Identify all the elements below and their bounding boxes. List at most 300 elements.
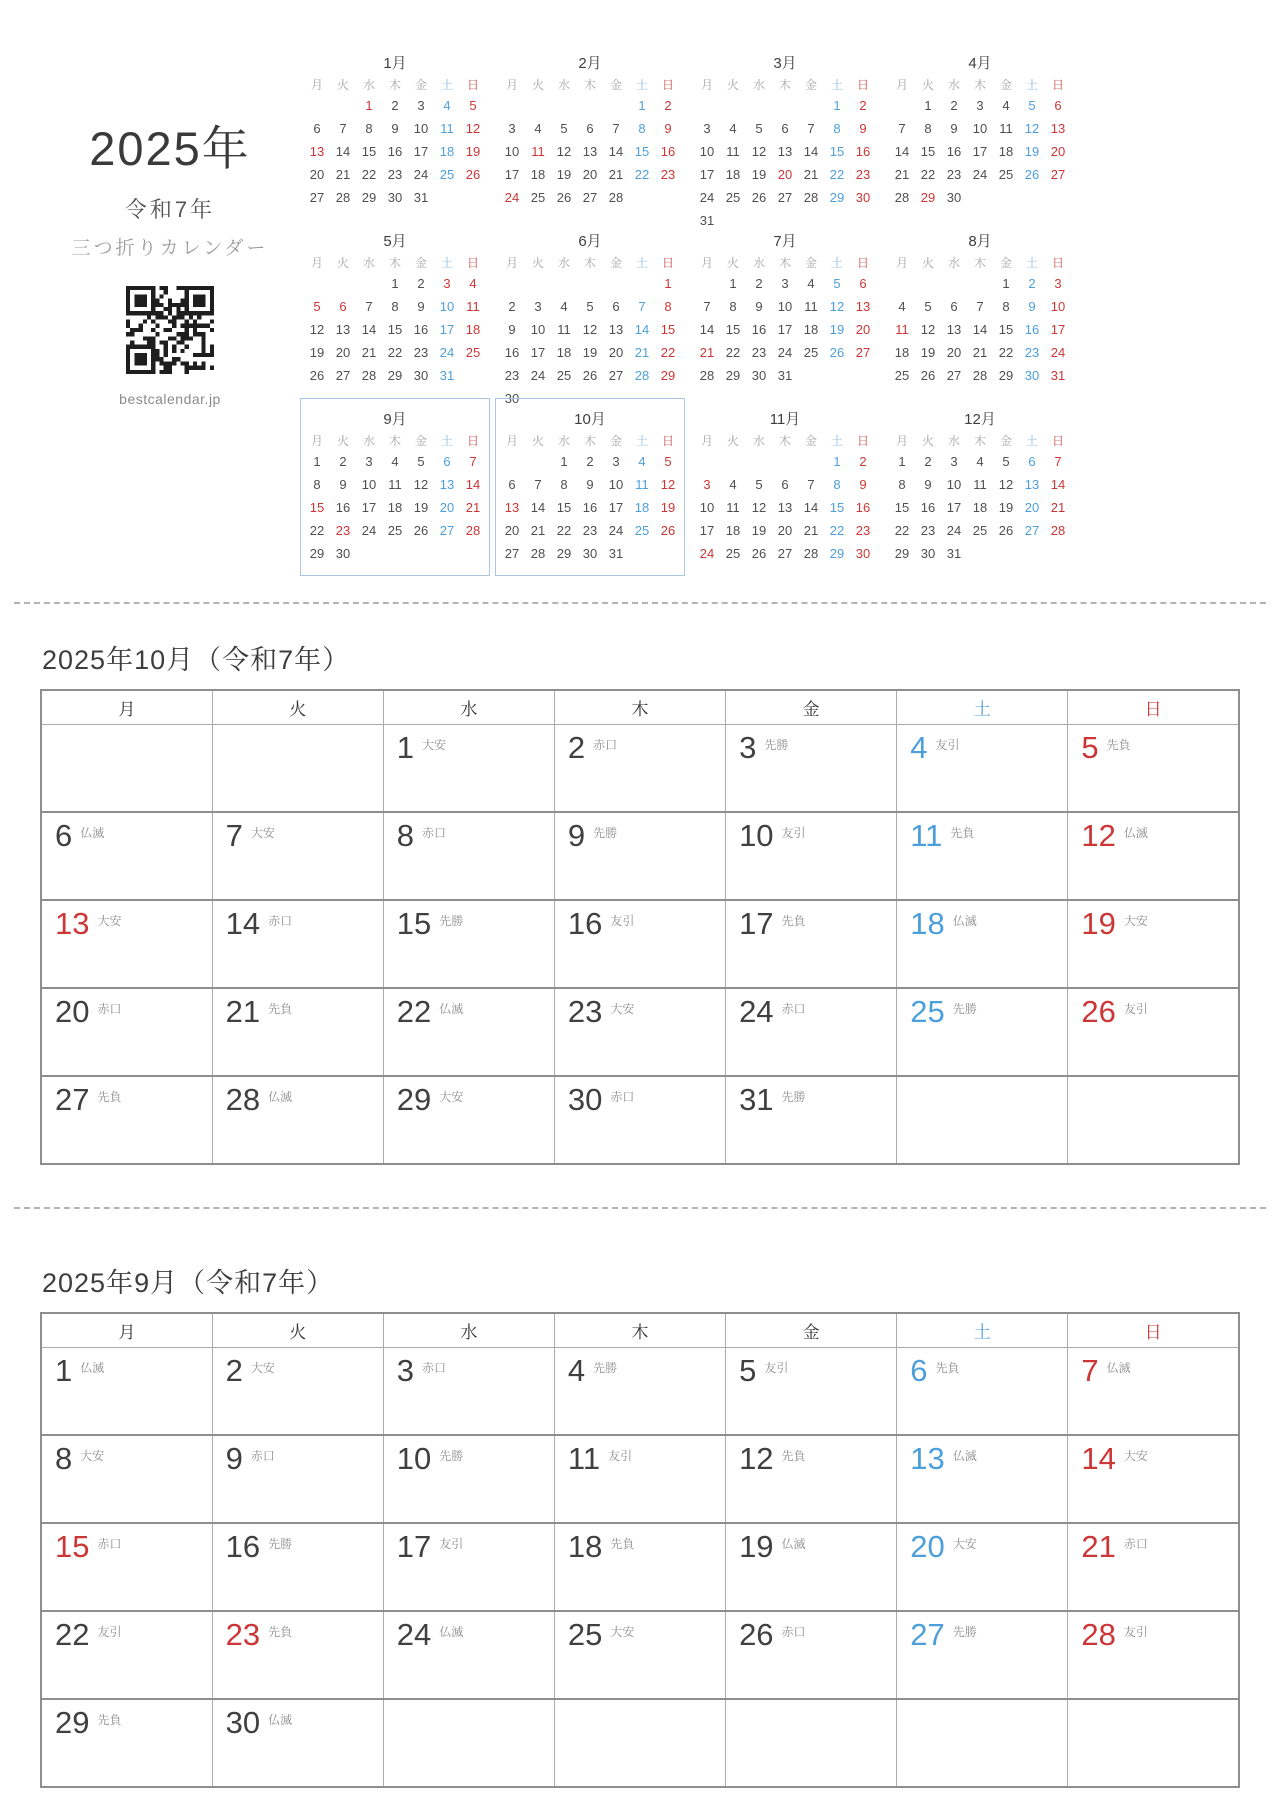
day-cell (1068, 900, 1239, 988)
weekday-header: 月 (505, 77, 518, 92)
day-cell (554, 1076, 725, 1164)
mini-day-cell: 19 (556, 167, 572, 182)
day-cell (726, 812, 897, 900)
weekday-header: 木 (388, 77, 401, 92)
mini-week-row (304, 318, 486, 341)
mini-day-cell: 20 (439, 500, 455, 515)
rokuyo-label: 大安 (250, 826, 275, 840)
mini-day-cell: 26 (1024, 167, 1040, 182)
day-cell-content (1068, 725, 1238, 765)
weekday-header: 日 (466, 255, 479, 270)
mini-week-row (889, 473, 1071, 496)
day-cell-content (1068, 1612, 1238, 1652)
weekday-header: 火 (921, 255, 934, 270)
mini-day-cell: 24 (1050, 345, 1066, 360)
mini-day-cell: 22 (361, 167, 377, 182)
mini-day-cell: 7 (638, 299, 646, 314)
mini-day-cell: 18 (465, 322, 481, 337)
day-cell (212, 812, 383, 900)
mini-month-table (499, 74, 681, 209)
mini-day-cell (824, 364, 850, 387)
day-number: 7 (225, 818, 243, 853)
qr-code (40, 286, 300, 379)
rokuyo-label: 赤口 (97, 1537, 122, 1551)
mini-day-cell: 2 (859, 98, 867, 113)
mini-week-row (304, 186, 486, 209)
day-cell-content (384, 1077, 554, 1117)
mini-month-table (694, 74, 876, 232)
mini-week-row (499, 519, 681, 542)
rokuyo-label: 先勝 (268, 1537, 293, 1551)
mini-day-cell: 13 (582, 144, 598, 159)
era-subtitle: 令和7年 (124, 197, 216, 222)
mini-day-cell: 26 (582, 368, 598, 383)
mini-day-cell (304, 94, 330, 117)
mini-day-cell: 2 (586, 454, 594, 469)
weekday-header: 日 (856, 433, 869, 448)
mini-month-title: 7月 (773, 233, 797, 250)
mini-day-cell: 17 (699, 523, 715, 538)
mini-day-cell: 12 (998, 477, 1014, 492)
mini-day-cell: 30 (1024, 368, 1040, 383)
day-cell (897, 1611, 1068, 1699)
mini-weekday-row (304, 430, 486, 450)
day-number: 3 (739, 730, 757, 765)
mini-day-cell: 2 (1028, 276, 1036, 291)
mini-day-cell: 5 (664, 454, 672, 469)
mini-day-cell: 23 (335, 523, 351, 538)
mini-day-cell: 16 (504, 345, 520, 360)
mini-day-cell: 6 (508, 477, 516, 492)
month-section-october (0, 604, 1280, 1165)
day-cell (1068, 1435, 1239, 1523)
day-cell-content (555, 1524, 725, 1564)
mini-day-cell: 17 (361, 500, 377, 515)
mini-day-cell: 21 (972, 345, 988, 360)
mini-day-cell: 28 (335, 190, 351, 205)
rokuyo-label: 大安 (422, 738, 447, 752)
mini-day-cell: 11 (726, 144, 740, 159)
weekday-header: 日 (661, 77, 674, 92)
weekday-header-金: 金 (726, 690, 897, 725)
rokuyo-label: 仏滅 (80, 1361, 105, 1375)
mini-day-cell: 25 (725, 546, 741, 561)
mini-day-cell: 1 (638, 98, 646, 113)
day-number: 11 (567, 1441, 601, 1476)
rokuyo-label: 先負 (781, 914, 806, 928)
day-cell (212, 1699, 383, 1787)
mini-weekday-row (694, 74, 876, 94)
day-cell (1068, 1611, 1239, 1699)
day-cell (212, 988, 383, 1076)
mini-day-cell: 24 (439, 345, 455, 360)
weekday-header: 日 (856, 77, 869, 92)
mini-month-8月 (885, 220, 1075, 398)
rokuyo-label: 友引 (610, 914, 635, 928)
mini-day-cell: 21 (699, 345, 715, 360)
weekday-header: 月 (505, 255, 518, 270)
year-overview-section (0, 0, 1280, 602)
mini-day-cell: 21 (803, 167, 819, 182)
mini-day-cell: 28 (608, 190, 624, 205)
mini-day-cell: 5 (755, 477, 763, 492)
mini-day-cell: 10 (530, 322, 546, 337)
mini-week-row (499, 318, 681, 341)
mini-day-cell (603, 272, 629, 295)
day-cell (383, 988, 554, 1076)
mini-day-cell: 17 (439, 322, 455, 337)
mini-day-cell (304, 272, 330, 295)
mini-day-cell: 31 (1050, 368, 1066, 383)
rokuyo-label: 先勝 (593, 1361, 618, 1375)
mini-day-cell: 31 (946, 546, 962, 561)
rokuyo-label: 先勝 (439, 1449, 464, 1463)
rokuyo-label: 大安 (1123, 1449, 1148, 1463)
mini-day-cell: 16 (855, 144, 871, 159)
mini-day-cell: 12 (413, 477, 429, 492)
week-row (41, 725, 1239, 813)
day-cell-content (42, 1700, 212, 1740)
mini-day-cell (629, 542, 655, 565)
day-number: 20 (910, 1529, 945, 1564)
mini-day-cell: 20 (335, 345, 351, 360)
mini-day-cell: 7 (1054, 454, 1062, 469)
mini-day-cell: 23 (582, 523, 598, 538)
mini-day-cell: 4 (638, 454, 646, 469)
mini-day-cell (460, 186, 486, 209)
mini-day-cell: 30 (946, 190, 962, 205)
mini-day-cell: 18 (439, 144, 455, 159)
mini-day-cell: 18 (803, 322, 819, 337)
day-cell-content (213, 1612, 383, 1652)
weekday-header: 土 (440, 77, 453, 92)
mini-day-cell (460, 364, 486, 387)
day-number: 4 (910, 730, 928, 765)
mini-day-cell: 13 (504, 500, 520, 515)
mini-day-cell: 27 (777, 190, 793, 205)
mini-day-cell: 4 (729, 477, 737, 492)
mini-day-cell: 10 (946, 477, 962, 492)
mini-day-cell: 17 (413, 144, 429, 159)
weekday-header: 火 (726, 255, 739, 270)
week-row (41, 1611, 1239, 1699)
day-cell-content (213, 989, 383, 1029)
weekday-header: 水 (947, 255, 960, 270)
weekday-header-水: 水 (383, 1313, 554, 1348)
day-number: 22 (55, 1617, 90, 1652)
mini-day-cell: 25 (725, 190, 741, 205)
day-number: 12 (1081, 818, 1116, 853)
mini-day-cell: 14 (465, 477, 481, 492)
mini-day-cell: 19 (998, 500, 1014, 515)
mini-day-cell: 12 (920, 322, 936, 337)
week-row (41, 812, 1239, 900)
mini-day-cell: 28 (894, 190, 910, 205)
mini-day-cell: 19 (751, 523, 767, 538)
mini-month-10月 (495, 398, 685, 576)
mini-day-cell: 2 (859, 454, 867, 469)
mini-day-cell: 18 (725, 167, 741, 182)
day-number: 2 (225, 1353, 243, 1388)
mini-month-table (304, 430, 486, 565)
mini-day-cell: 27 (855, 345, 871, 360)
rokuyo-label: 大安 (97, 914, 122, 928)
day-number: 12 (739, 1441, 774, 1476)
mini-day-cell: 7 (807, 121, 815, 136)
mini-day-cell: 31 (777, 368, 793, 383)
mini-day-cell: 29 (829, 190, 845, 205)
day-cell (41, 1611, 212, 1699)
day-cell-content (726, 1612, 896, 1652)
mini-day-cell: 25 (634, 523, 650, 538)
mini-day-cell (694, 94, 720, 117)
mini-day-cell: 22 (634, 167, 650, 182)
mini-day-cell (1045, 542, 1071, 565)
mini-day-cell (499, 94, 525, 117)
mini-day-cell: 25 (465, 345, 481, 360)
weekday-header: 月 (310, 77, 323, 92)
day-cell-content (897, 1612, 1067, 1652)
mini-day-cell: 24 (413, 167, 429, 182)
mini-day-cell: 31 (699, 213, 715, 228)
mini-month-table (694, 430, 876, 565)
mini-day-cell: 18 (998, 144, 1014, 159)
weekday-header-土: 土 (897, 1313, 1068, 1348)
mini-day-cell: 17 (504, 167, 520, 182)
mini-week-row (694, 318, 876, 341)
mini-day-cell (434, 186, 460, 209)
mini-month-9月 (300, 398, 490, 576)
mini-day-cell: 28 (972, 368, 988, 383)
day-number: 10 (739, 818, 774, 853)
mini-day-cell: 8 (898, 477, 906, 492)
rokuyo-label: 大安 (80, 1449, 105, 1463)
mini-day-cell: 3 (950, 454, 958, 469)
day-cell (383, 1435, 554, 1523)
mini-day-cell: 18 (530, 167, 546, 182)
rokuyo-label: 先負 (268, 1002, 293, 1016)
mini-day-cell: 26 (309, 368, 325, 383)
mini-day-cell: 23 (413, 345, 429, 360)
mini-week-row (694, 186, 876, 209)
mini-week-row (499, 163, 681, 186)
mini-month-title: 5月 (383, 233, 407, 250)
weekday-header: 金 (609, 77, 622, 92)
mini-day-cell: 15 (387, 322, 403, 337)
mini-day-cell: 4 (469, 276, 477, 291)
weekday-header-土: 土 (897, 690, 1068, 725)
day-cell-content (384, 1436, 554, 1476)
day-cell (554, 725, 725, 813)
mini-day-cell: 23 (504, 368, 520, 383)
day-number: 31 (739, 1082, 774, 1117)
mini-day-cell: 8 (313, 477, 321, 492)
day-cell (726, 1611, 897, 1699)
weekday-header: 日 (661, 433, 674, 448)
mini-month-2月 (495, 42, 685, 220)
mini-day-cell: 17 (1050, 322, 1066, 337)
day-cell (726, 1435, 897, 1523)
mini-day-cell: 2 (417, 276, 425, 291)
day-cell (212, 1435, 383, 1523)
mini-day-cell: 4 (898, 299, 906, 314)
mini-day-cell: 1 (391, 276, 399, 291)
mini-day-cell: 12 (465, 121, 481, 136)
rokuyo-label: 先負 (97, 1090, 122, 1104)
mini-day-cell: 24 (504, 190, 520, 205)
weekday-header: 水 (947, 77, 960, 92)
mini-day-cell (655, 542, 681, 565)
mini-day-cell: 13 (439, 477, 455, 492)
day-number: 2 (567, 730, 586, 765)
mini-day-cell: 27 (309, 190, 325, 205)
weekday-header: 日 (466, 77, 479, 92)
year-title: 2025年 (89, 122, 251, 175)
mini-day-cell: 30 (855, 546, 871, 561)
mini-day-cell: 16 (751, 322, 767, 337)
mini-day-cell: 2 (950, 98, 958, 113)
day-number: 25 (567, 1617, 603, 1652)
mini-day-cell: 8 (391, 299, 399, 314)
mini-week-row (889, 318, 1071, 341)
day-cell (897, 812, 1068, 900)
mini-month-12月 (885, 398, 1075, 576)
day-number: 23 (225, 1617, 261, 1652)
mini-day-cell: 19 (309, 345, 325, 360)
day-cell (41, 812, 212, 900)
mini-day-cell (850, 364, 876, 387)
day-cell (212, 1523, 383, 1611)
mini-day-cell: 12 (660, 477, 676, 492)
mini-day-cell: 3 (703, 121, 711, 136)
mini-day-cell (889, 272, 915, 295)
mini-week-row (304, 295, 486, 318)
mini-day-cell: 8 (1002, 299, 1010, 314)
mini-week-row (499, 364, 681, 387)
week-row (41, 1076, 1239, 1164)
mini-day-cell: 9 (417, 299, 425, 314)
mini-day-cell: 26 (829, 345, 845, 360)
month-heading: 2025年9月（令和7年） (42, 1268, 335, 1298)
mini-day-cell: 17 (699, 167, 715, 182)
day-cell (726, 988, 897, 1076)
mini-day-cell: 10 (699, 144, 715, 159)
mini-day-cell: 11 (466, 299, 480, 314)
day-cell (383, 900, 554, 988)
day-number: 21 (225, 994, 261, 1029)
weekday-header: 木 (973, 255, 986, 270)
rokuyo-label: 友引 (1123, 1625, 1148, 1639)
rokuyo-label: 友引 (781, 826, 806, 840)
mini-day-cell: 15 (361, 144, 377, 159)
mini-month-table (889, 252, 1071, 387)
day-cell-content (726, 901, 896, 941)
day-cell (897, 725, 1068, 813)
mini-day-cell: 24 (777, 345, 793, 360)
rokuyo-label: 先勝 (439, 914, 464, 928)
mini-day-cell: 6 (781, 121, 789, 136)
mini-day-cell: 2 (391, 98, 399, 113)
weekday-header: 木 (583, 433, 596, 448)
day-cell (383, 725, 554, 813)
mini-day-cell (629, 272, 655, 295)
weekday-header: 月 (895, 77, 908, 92)
mini-day-cell: 12 (829, 299, 845, 314)
mini-week-row (499, 295, 681, 318)
weekday-header: 水 (362, 433, 375, 448)
weekday-header: 水 (362, 255, 375, 270)
rokuyo-label: 赤口 (422, 826, 447, 840)
mini-day-cell: 11 (557, 322, 571, 337)
mini-day-cell: 11 (388, 477, 402, 492)
mini-day-cell: 8 (833, 477, 841, 492)
day-number: 24 (739, 994, 774, 1029)
mini-day-cell: 9 (924, 477, 932, 492)
mini-day-cell: 18 (387, 500, 403, 515)
day-cell (383, 1076, 554, 1164)
mini-day-cell: 27 (777, 546, 793, 561)
day-cell-content (897, 1436, 1067, 1476)
mini-day-cell: 28 (803, 190, 819, 205)
mini-day-cell: 19 (413, 500, 429, 515)
mini-day-cell: 29 (829, 546, 845, 561)
mini-day-cell: 29 (556, 546, 572, 561)
day-cell-content (384, 1612, 554, 1652)
weekday-header: 火 (726, 77, 739, 92)
day-cell-content (384, 989, 554, 1029)
rokuyo-label: 赤口 (250, 1449, 275, 1463)
day-cell (897, 1523, 1068, 1611)
mini-day-cell: 1 (833, 454, 841, 469)
weekday-header: 火 (531, 433, 544, 448)
weekday-header-木: 木 (554, 1313, 725, 1348)
mini-day-cell (603, 94, 629, 117)
mini-day-cell (967, 186, 993, 209)
mini-day-cell: 15 (309, 500, 325, 515)
mini-day-cell: 21 (465, 500, 481, 515)
mini-month-1月 (300, 42, 490, 220)
day-cell (1068, 1348, 1239, 1436)
mini-day-cell: 7 (612, 121, 620, 136)
mini-day-cell: 28 (465, 523, 481, 538)
day-number: 10 (396, 1441, 432, 1476)
mini-day-cell: 1 (898, 454, 906, 469)
product-subtitle: 三つ折りカレンダー (71, 238, 269, 259)
weekday-header-木: 木 (554, 690, 725, 725)
mini-week-row (889, 542, 1071, 565)
mini-day-cell: 10 (972, 121, 988, 136)
day-number: 7 (1081, 1353, 1099, 1388)
rokuyo-label: 赤口 (781, 1002, 806, 1016)
rokuyo-label: 先負 (1106, 738, 1131, 752)
day-cell (1068, 1699, 1239, 1787)
day-cell-content (897, 989, 1067, 1029)
mini-day-cell (993, 542, 1019, 565)
mini-week-row (694, 473, 876, 496)
mini-month-table (304, 74, 486, 209)
mini-day-cell: 21 (894, 167, 910, 182)
mini-day-cell (772, 450, 798, 473)
mini-day-cell: 25 (803, 345, 819, 360)
weekday-header: 月 (700, 255, 713, 270)
mini-day-cell: 24 (361, 523, 377, 538)
mini-day-cell: 4 (807, 276, 815, 291)
mini-day-cell: 3 (781, 276, 789, 291)
day-cell-content (726, 1524, 896, 1564)
mini-day-cell (382, 542, 408, 565)
mini-day-cell: 1 (664, 276, 672, 291)
day-cell-content (213, 1436, 383, 1476)
